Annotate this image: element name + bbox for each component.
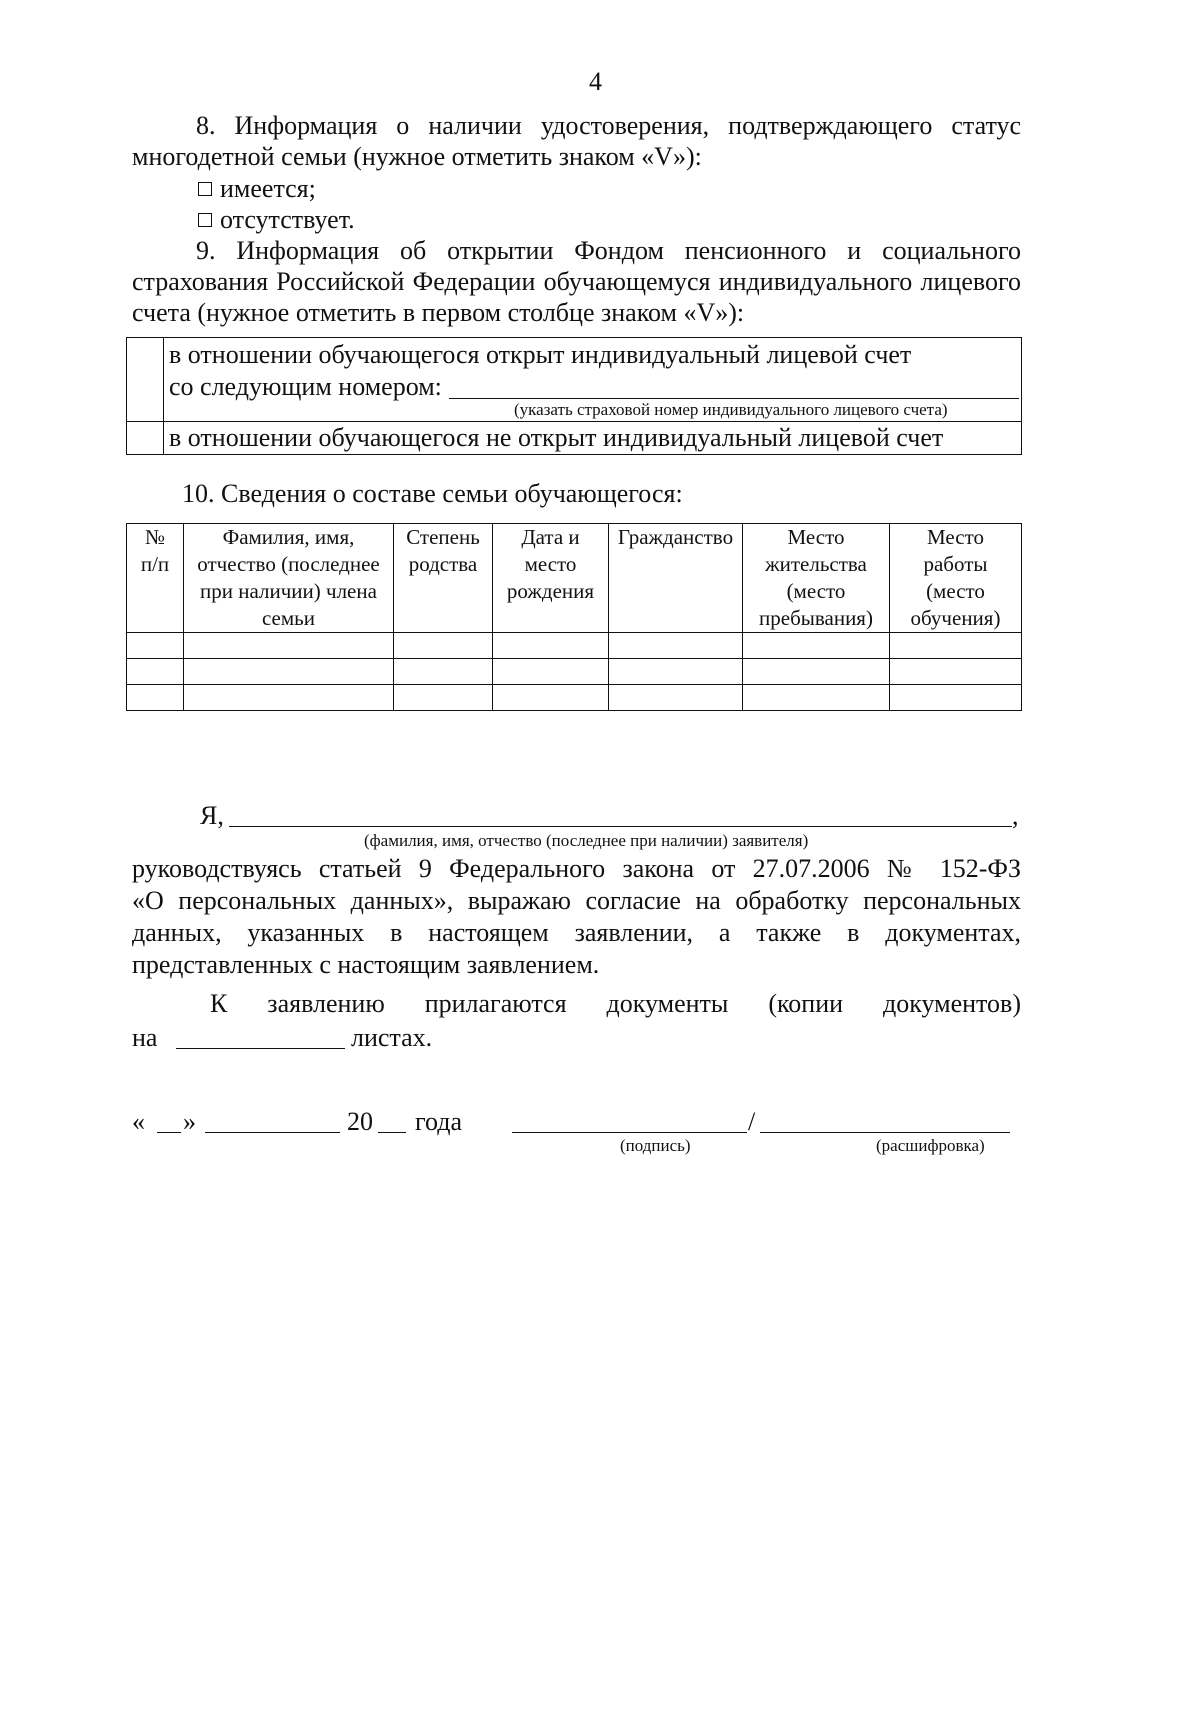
table-row: [127, 685, 1022, 711]
attachments-line1: К заявлению прилагаются документы (копии документов): [210, 989, 1021, 1018]
applicant-name-field[interactable]: [229, 826, 1012, 827]
header-text: семьи: [261, 606, 315, 630]
table-cell[interactable]: [394, 659, 493, 685]
family-table: [126, 523, 1022, 711]
applicant-name-hint: (фамилия, имя, отчество (последнее при наличии) заявителя): [364, 831, 809, 850]
attachments-na: на: [132, 1023, 158, 1052]
header-relation: [394, 524, 493, 633]
account-opened-mark-cell[interactable]: [127, 338, 164, 422]
consent-line1: руководствуясь статьей 9 Федерального закона от 27.07.2006 № 152-ФЗ: [132, 854, 1021, 883]
table-cell[interactable]: [493, 685, 609, 711]
checkbox-icon[interactable]: [198, 213, 212, 227]
table-cell[interactable]: [890, 633, 1022, 659]
header-text: (место: [926, 579, 985, 603]
header-text: №: [144, 525, 166, 549]
header-text: место: [524, 552, 577, 576]
account-not-opened-mark-cell[interactable]: [127, 422, 164, 455]
day-field[interactable]: [157, 1132, 181, 1133]
header-fio: [184, 524, 394, 633]
checkbox-icon[interactable]: [198, 182, 212, 196]
table-cell[interactable]: [890, 659, 1022, 685]
account-number-field[interactable]: [449, 398, 1019, 399]
account-table: [126, 337, 1022, 455]
table-cell[interactable]: [184, 633, 394, 659]
header-birth: [493, 524, 609, 633]
table-cell[interactable]: [127, 659, 184, 685]
signature-decode-field[interactable]: [760, 1132, 1010, 1133]
consent-line2: «О персональных данных», выражаю согласие на обработку персональных: [132, 886, 1021, 915]
table-cell[interactable]: [890, 685, 1022, 711]
header-citizenship: [609, 524, 743, 633]
consent-line3: данных, указанных в настоящем заявлении, а также в документах,: [132, 918, 1021, 947]
header-text: Фамилия, имя,: [222, 525, 355, 549]
header-text: Степень: [406, 525, 480, 549]
table-cell[interactable]: [184, 659, 394, 685]
item10-title: 10. Сведения о составе семьи обучающегося:: [182, 479, 683, 508]
sheets-count-field[interactable]: [176, 1048, 345, 1049]
table-cell[interactable]: [743, 685, 890, 711]
header-text: работы: [923, 552, 988, 576]
year-field[interactable]: [378, 1132, 406, 1133]
header-text: (место: [786, 579, 846, 603]
item9-line1: 9. Информация об открытии Фондом пенсионного и социального: [196, 236, 1021, 265]
account-opened-text: в отношении обучающегося открыт индивидуальный лицевой счет: [169, 340, 912, 369]
header-text: при наличии) члена: [200, 579, 377, 603]
table-cell[interactable]: [493, 659, 609, 685]
signature-hint: (подпись): [620, 1136, 691, 1155]
header-num: [127, 524, 184, 633]
table-cell[interactable]: [493, 633, 609, 659]
header-text: обучения): [910, 606, 1001, 630]
header-text: Место: [927, 525, 984, 549]
header-text: рождения: [506, 579, 595, 603]
date-quote-close: »: [183, 1107, 196, 1136]
table-cell[interactable]: [743, 659, 890, 685]
item9-line3: счета (нужное отметить в первом столбце знаком «V»):: [132, 298, 745, 327]
table-cell[interactable]: [609, 633, 743, 659]
header-text: Место: [787, 525, 845, 549]
header-text: пребывания): [759, 606, 873, 630]
table-row: [127, 659, 1022, 685]
header-text: жительства: [765, 552, 867, 576]
item9-line2: страхования Российской Федерации обучающемуся индивидуального лицевого: [132, 267, 1021, 296]
attachments-listah: листах.: [351, 1023, 433, 1052]
option-label: имеется;: [220, 174, 316, 203]
signature-slash: /: [748, 1107, 756, 1136]
year-suffix: года: [415, 1107, 463, 1136]
signature-field[interactable]: [512, 1132, 747, 1133]
header-text: п/п: [140, 552, 170, 576]
header-residence: [743, 524, 890, 633]
table-cell[interactable]: [127, 633, 184, 659]
ya-label: Я,: [200, 801, 224, 830]
ya-comma: ,: [1012, 801, 1019, 830]
header-text: Гражданство: [617, 525, 734, 549]
consent-line4: представленных с настоящим заявлением.: [132, 950, 600, 979]
header-work: [890, 524, 1022, 633]
account-number-hint: (указать страховой номер индивидуального лицевого счета): [514, 400, 948, 419]
account-number-label: со следующим номером:: [169, 372, 442, 401]
table-cell[interactable]: [609, 685, 743, 711]
decode-hint: (расшифровка): [876, 1136, 985, 1155]
table-cell[interactable]: [743, 633, 890, 659]
account-not-opened-cell: в отношении обучающегося не открыт индивидуальный лицевой счет: [164, 422, 1022, 455]
option-has-certificate[interactable]: [198, 173, 316, 205]
option-label: отсутствует.: [220, 205, 355, 234]
table-cell[interactable]: [394, 633, 493, 659]
table-cell[interactable]: [609, 659, 743, 685]
item8-line2: многодетной семьи (нужное отметить знаком «V»):: [132, 142, 702, 171]
table-cell[interactable]: [184, 685, 394, 711]
month-field[interactable]: [205, 1132, 340, 1133]
page-number: 4: [589, 67, 602, 96]
header-text: Дата и: [521, 525, 580, 549]
year-prefix: 20: [347, 1107, 373, 1136]
table-row: [127, 633, 1022, 659]
table-cell[interactable]: [127, 685, 184, 711]
option-no-certificate[interactable]: [198, 204, 355, 236]
table-cell[interactable]: [394, 685, 493, 711]
item8-line1: 8. Информация о наличии удостоверения, подтверждающего статус: [196, 111, 1021, 140]
header-text: родства: [408, 552, 478, 576]
date-quote-open: «: [132, 1107, 145, 1136]
header-text: отчество (последнее: [197, 552, 380, 576]
account-opened-cell: [164, 338, 1022, 422]
